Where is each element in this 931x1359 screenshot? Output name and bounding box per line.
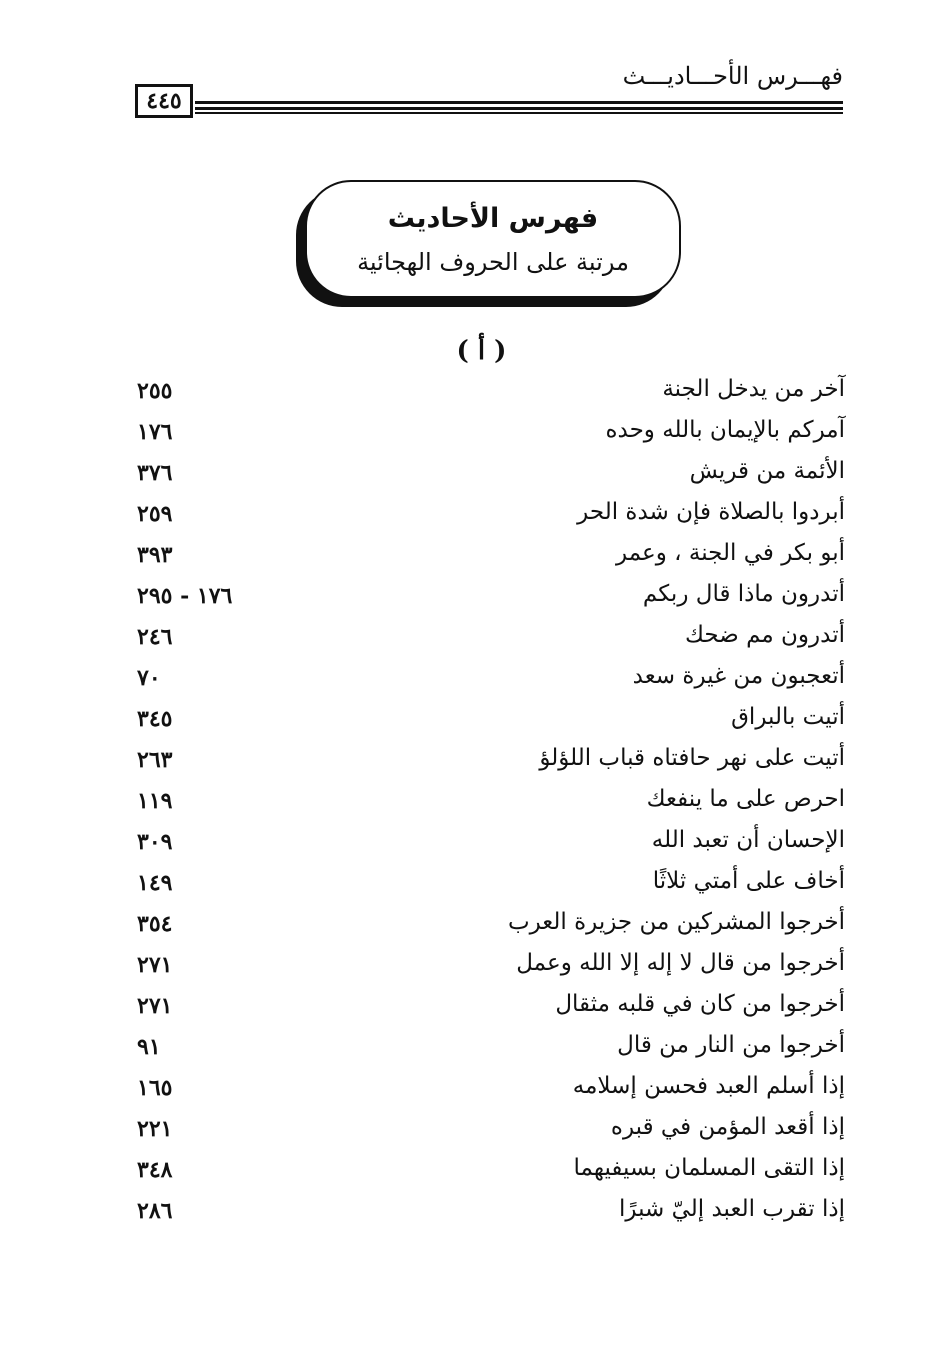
hadith-entry xyxy=(0,372,931,413)
hadith-entry-text: إذا تقرب العبد إليّ شبرًا xyxy=(618,1196,845,1222)
hadith-entry xyxy=(0,1028,931,1069)
hadith-entry-pages: ٣٤٨ xyxy=(137,1157,173,1183)
running-header: فهـــرس الأحـــاديـــث xyxy=(622,62,843,90)
hadith-entry-text: إذا التقى المسلمان بسيفيهما xyxy=(573,1155,845,1181)
hadith-entry xyxy=(0,1151,931,1192)
hadith-entry-text: آخر من يدخل الجنة xyxy=(662,376,845,402)
header-rule xyxy=(195,112,843,114)
hadith-entry-pages: ٣٥٤ xyxy=(137,911,173,937)
hadith-entry-pages: ١٧٦ xyxy=(137,419,173,445)
hadith-entry-pages: ٢٧١ xyxy=(137,952,173,978)
hadith-entry-pages: ٣٧٦ xyxy=(137,460,173,486)
hadith-entry xyxy=(0,413,931,454)
hadith-entry-text: أتدرون مم ضحك xyxy=(685,622,845,648)
hadith-entry xyxy=(0,1110,931,1151)
title-box xyxy=(305,180,681,298)
hadith-entry-text: أخرجوا المشركين من جزيرة العرب xyxy=(507,909,845,935)
hadith-entry xyxy=(0,659,931,700)
hadith-entry xyxy=(0,495,931,536)
header-rule xyxy=(195,107,843,110)
index-title: فهرس الأحاديث xyxy=(387,202,599,234)
hadith-entry xyxy=(0,536,931,577)
hadith-entry xyxy=(0,454,931,495)
hadith-entry-pages: ٢٥٥ xyxy=(137,378,173,404)
hadith-entry-text: أبردوا بالصلاة فإن شدة الحر xyxy=(577,499,845,525)
hadith-index-list xyxy=(0,372,931,1233)
hadith-entry-pages: ١١٩ xyxy=(137,788,173,814)
hadith-entry-text: الإحسان أن تعبد الله xyxy=(651,827,845,853)
hadith-entry xyxy=(0,741,931,782)
hadith-entry-text: أبو بكر في الجنة ، وعمر xyxy=(616,540,845,566)
hadith-entry-pages: ٢٦٣ xyxy=(137,747,173,773)
hadith-entry-text: احرص على ما ينفعك xyxy=(646,786,845,812)
hadith-entry-pages: ٣٤٥ xyxy=(137,706,173,732)
hadith-entry-text: أخرجوا من قال لا إله إلا الله وعمل xyxy=(516,950,845,976)
hadith-entry-text: إذا أسلم العبد فحسن إسلامه xyxy=(572,1073,845,1099)
hadith-entry xyxy=(0,782,931,823)
hadith-entry-pages: ١٤٩ xyxy=(137,870,173,896)
hadith-entry-text: أتعجبون من غيرة سعد xyxy=(632,663,845,689)
hadith-entry-pages: ٢٥٩ xyxy=(137,501,173,527)
hadith-entry-pages: ٩١ xyxy=(137,1034,161,1060)
hadith-entry xyxy=(0,987,931,1028)
hadith-entry-pages: ٧٠ xyxy=(137,665,161,691)
hadith-entry-pages: ٢٢١ xyxy=(137,1116,173,1142)
hadith-entry xyxy=(0,823,931,864)
hadith-entry xyxy=(0,905,931,946)
hadith-entry-pages: ٢٧١ xyxy=(137,993,173,1019)
hadith-entry-pages: ٣٩٣ xyxy=(137,542,173,568)
hadith-entry-text: أخرجوا من كان في قلبه مثقال xyxy=(555,991,845,1017)
hadith-entry xyxy=(0,946,931,987)
hadith-entry-pages: ١٦٥ xyxy=(137,1075,173,1101)
section-letter-heading: ( أ ) xyxy=(456,336,507,366)
hadith-entry-text: إذا أقعد المؤمن في قبره xyxy=(610,1114,845,1140)
index-subtitle: مرتبة على الحروف الهجائية xyxy=(357,247,629,276)
hadith-entry xyxy=(0,577,931,618)
hadith-entry-text: أخاف على أمتي ثلاثًا xyxy=(652,868,845,894)
hadith-entry-pages: ١٧٦ - ٢٩٥ xyxy=(137,583,233,609)
hadith-entry-text: الأئمة من قريش xyxy=(689,458,845,484)
hadith-entry-text: آمركم بالإيمان بالله وحده xyxy=(605,417,845,443)
hadith-entry xyxy=(0,1192,931,1233)
page-number: ٤٤٥ xyxy=(135,84,193,118)
hadith-entry xyxy=(0,618,931,659)
hadith-entry-text: أتيت بالبراق xyxy=(731,704,845,730)
hadith-entry-pages: ٢٤٦ xyxy=(137,624,173,650)
hadith-entry-pages: ٣٠٩ xyxy=(137,829,173,855)
hadith-entry-text: أتيت على نهر حافتاه قباب اللؤلؤ xyxy=(539,745,845,771)
hadith-entry xyxy=(0,864,931,905)
hadith-entry-text: أخرجوا من النار من قال xyxy=(617,1032,845,1058)
hadith-entry-text: أتدرون ماذا قال ربكم xyxy=(642,581,845,607)
hadith-entry-pages: ٢٨٦ xyxy=(137,1198,173,1224)
hadith-entry xyxy=(0,1069,931,1110)
header-rule xyxy=(195,101,843,104)
hadith-entry xyxy=(0,700,931,741)
